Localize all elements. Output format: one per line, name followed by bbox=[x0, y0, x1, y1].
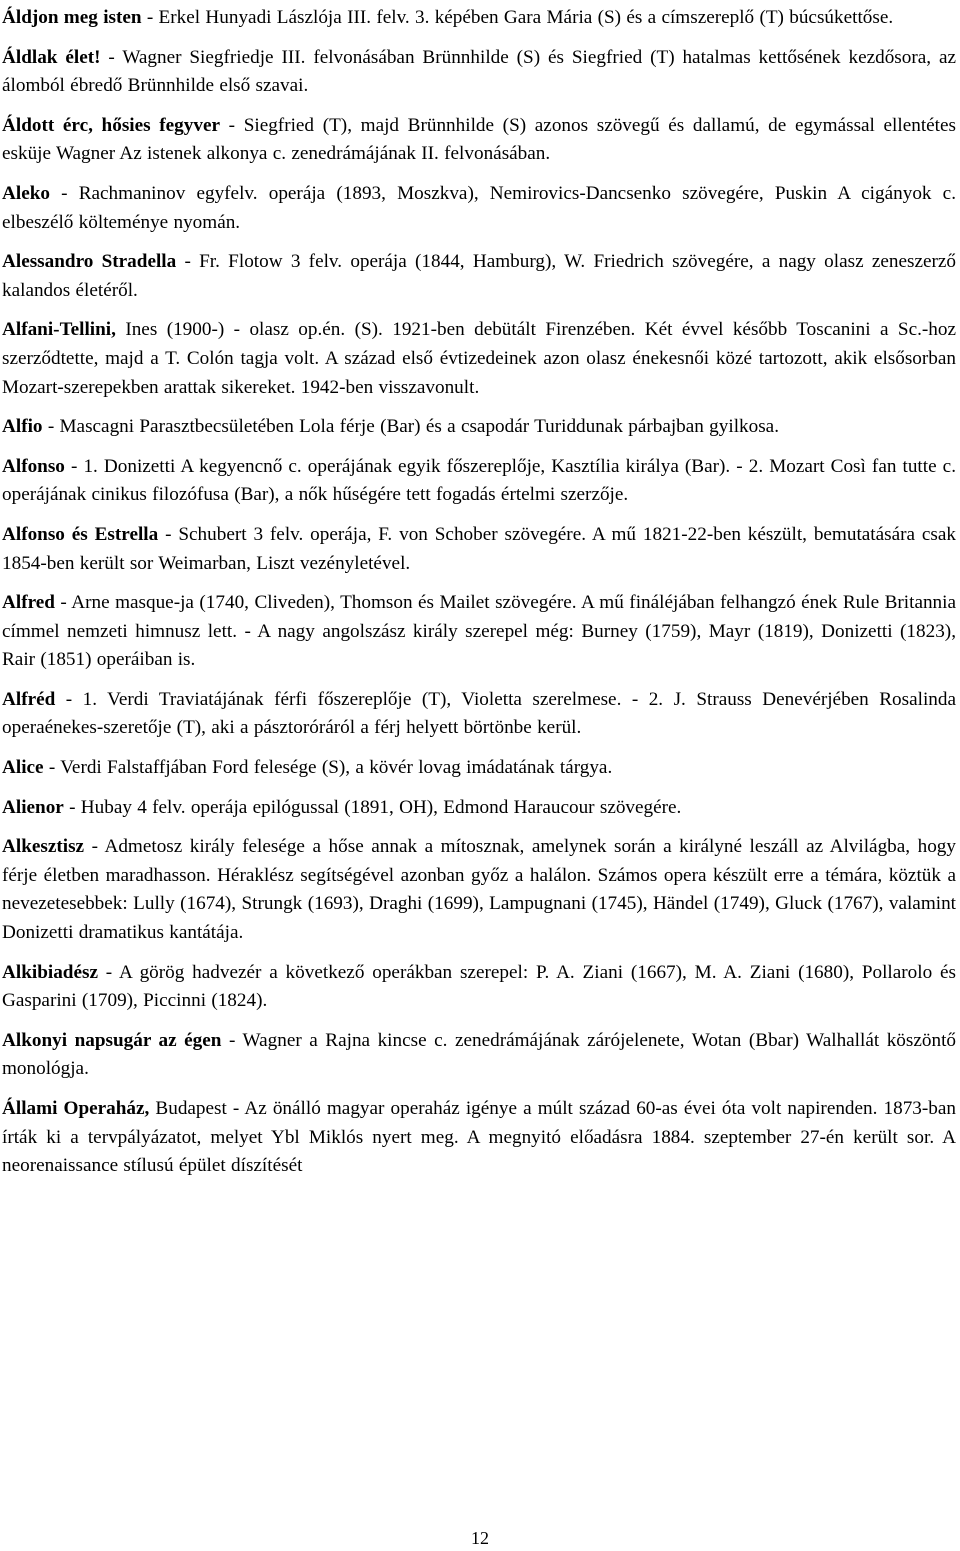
entry-headword: Alice bbox=[2, 757, 44, 779]
entry-alkonyi-napsugar bbox=[2, 1027, 956, 1084]
entry-headword: Alkesztisz bbox=[2, 836, 85, 858]
entry-headword: Alessandro Stradella bbox=[2, 251, 177, 273]
entry-headword: Alkonyi napsugár az égen bbox=[2, 1029, 222, 1051]
entry-headword: Alfani-Tellini, bbox=[2, 319, 116, 341]
entry-alienor bbox=[2, 794, 956, 823]
entry-aldott-erc bbox=[2, 112, 956, 169]
entry-alfani-tellini bbox=[2, 316, 956, 402]
entry-text: - Schubert 3 felv. operája, F. von Schober szövegére. A mű 1821-22-ben készült, bemutatására csak 1854-ben került sor Weimarban, Liszt vezényletével. bbox=[2, 523, 956, 574]
entry-text: - Arne masque-ja (1740, Cliveden), Thomson és Mailet szövegére. A mű fináléjában felhangzó ének Rule Britannia címmel nemzeti himnusz lett. - A nagy angolszász király szerepel még: Burney (1759), Mayr (1819), Donizetti (1823), Rair (1851) operáiban is. bbox=[2, 592, 956, 671]
entry-text: - Erkel Hunyadi Lászlója III. felv. 3. képében Gara Mária (S) és a címszereplő (T) búcsúkettőse. bbox=[141, 7, 894, 28]
entry-text: - Mascagni Parasztbecsületében Lola férje (Bar) és a csapodár Turiddunak párbajban gyilkosa. bbox=[42, 416, 779, 438]
entry-headword: Aleko bbox=[2, 182, 50, 204]
entry-headword: Alfréd bbox=[2, 688, 56, 710]
entry-list bbox=[2, 4, 956, 1192]
entry-headword: Alfonso bbox=[2, 455, 65, 477]
entry-alfonso-es-estrella bbox=[2, 521, 956, 578]
entry-alessandro-stradella bbox=[2, 248, 956, 305]
entry-headword: Áldott érc, hősies fegyver bbox=[2, 114, 220, 136]
entry-alice bbox=[2, 754, 956, 783]
entry-text: - Verdi Falstaffjában Ford felesége (S), a kövér lovag imádatának tárgya. bbox=[43, 757, 613, 779]
entry-headword: Állami Operaház, bbox=[2, 1098, 150, 1119]
entry-aleko bbox=[2, 180, 956, 237]
entry-headword: Áldlak élet! bbox=[2, 46, 101, 68]
entry-alfred bbox=[2, 589, 956, 675]
entry-text: - Hubay 4 felv. operája epilógussal (1891, OH), Edmond Haraucour szövegére. bbox=[63, 796, 682, 818]
entry-text: - Admetosz király felesége a hőse annak a mítosznak, amelynek során a királyné leszáll az Alvilágba, hogy férje életben maradhasson. Héraklész segítségével azonban győz a halálon. Számos opera készült erre a témára, köztük a nevezetesebbek: Lully (1674), Strungk (1693), Draghi (1699), Lampugnani (1745), Händel (1749), Gluck (1767), valamint Donizetti dramatikus kantátája. bbox=[2, 836, 956, 944]
entry-allami-operahaz bbox=[2, 1095, 956, 1181]
entry-headword: Áldjon meg isten bbox=[2, 7, 142, 28]
page-number: 12 bbox=[471, 1528, 489, 1548]
entry-text: Budapest - Az önálló magyar operaház igénye a múlt század 60-as évei óta volt napirenden. 1873-ban írták ki a tervpályázatot, melyet Ybl Miklós nyert meg. A megnyitó előadásra 1884. szeptember 27-én került sor. A neorenaissance stílusú épület díszítését bbox=[2, 1098, 956, 1177]
entry-text: - Siegfried (T), majd Brünnhilde (S) azonos szövegű és dallamú, de egymással ellentétes esküje Wagner Az istenek alkonya c. zenedrámájának II. felvonásában. bbox=[2, 114, 956, 165]
entry-alkesztisz bbox=[2, 833, 956, 947]
entry-headword: Alienor bbox=[2, 796, 64, 818]
entry-headword: Alfio bbox=[2, 416, 43, 438]
entry-alfonso bbox=[2, 453, 956, 510]
entry-text: - Wagner Siegfriedje III. felvonásában Brünnhilde (S) és Siegfried (T) hatalmas kettősének kezdősora, az álomból ébredő Brünnhilde első szavai. bbox=[2, 46, 956, 97]
entry-text: Ines (1900-) - olasz op.én. (S). 1921-ben debütált Firenzében. Két évvel később Toscanini a Sc.-hoz szerződtette, majd a T. Colón tagja volt. A század első évtizedeinek azon olasz énekesnői közé tartozott, akik elsősorban Mozart-szerepekben arattak sikereket. 1942-ben visszavonult. bbox=[2, 319, 956, 398]
entry-text: - Fr. Flotow 3 felv. operája (1844, Hamburg), W. Friedrich szövegére, a nagy olasz zeneszerző kalandos életéről. bbox=[2, 251, 956, 301]
entry-text: - 1. Donizetti A kegyencnő c. operájának egyik főszereplője, Kasztília királya (Bar). - 2. Mozart Così fan tutte c. operájának cinikus filozófusa (Bar), a nők hűségére tett fogadás értelmi szerzője. bbox=[2, 455, 956, 506]
entry-text: - Wagner a Rajna kincse c. zenedrámájának zárójelenete, Wotan (Bbar) Walhallát köszöntő monológja. bbox=[2, 1029, 956, 1080]
entry-headword: Alkibiadész bbox=[2, 961, 98, 983]
entry-aldjon-meg-isten bbox=[2, 4, 956, 33]
entry-alfred-verdi bbox=[2, 686, 956, 743]
entry-text: - A görög hadvezér a következő operákban szerepel: P. A. Ziani (1667), M. A. Ziani (1680), Pollarolo és Gasparini (1709), Piccinni (1824). bbox=[2, 961, 956, 1012]
entry-headword: Alfonso és Estrella bbox=[2, 523, 159, 545]
entry-alfio bbox=[2, 413, 956, 442]
entry-text: - Rachmaninov egyfelv. operája (1893, Moszkva), Nemirovics-Dancsenko szövegére, Puskin A cigányok c. elbeszélő költeménye nyomán. bbox=[2, 182, 956, 233]
entry-text: - 1. Verdi Traviatájának férfi főszereplője (T), Violetta szerelmese. - 2. J. Strauss Denevérjében Rosalinda operaénekes-szeretője (T), aki a pásztoróráról a férj helyett börtönbe kerül. bbox=[2, 688, 956, 739]
entry-headword: Alfred bbox=[2, 592, 55, 614]
entry-alkibiadesz bbox=[2, 959, 956, 1016]
entry-aldlak-elet bbox=[2, 44, 956, 101]
